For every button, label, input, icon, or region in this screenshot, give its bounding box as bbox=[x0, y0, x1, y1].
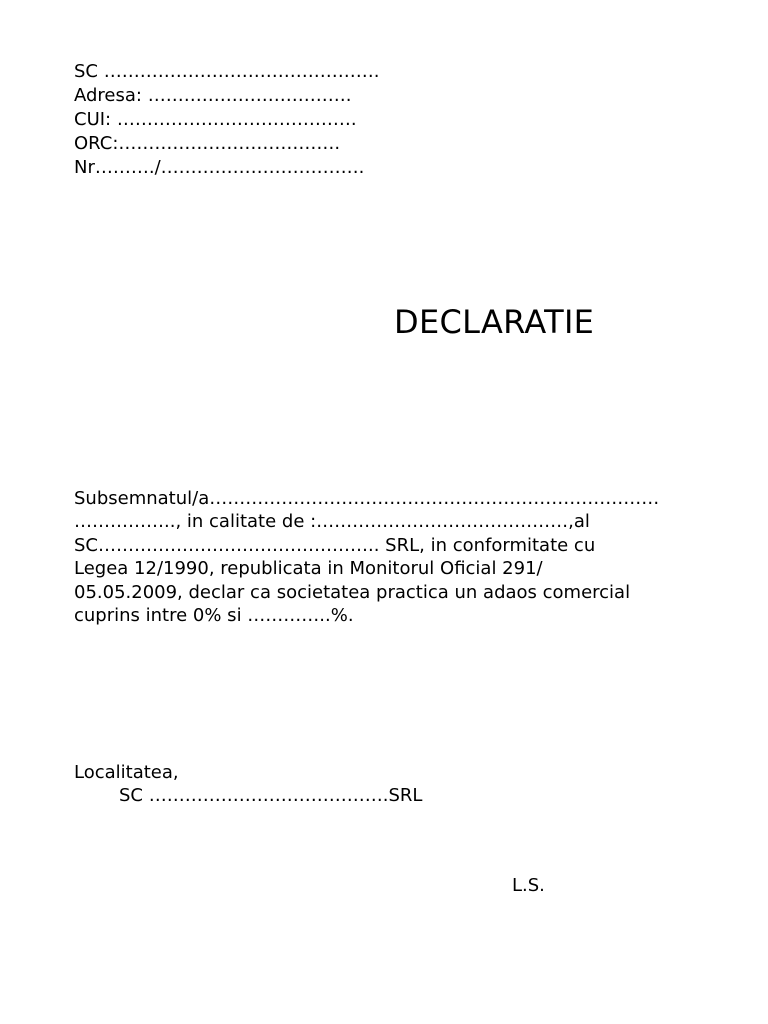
address-line: Adresa: ……………………………. bbox=[74, 85, 352, 106]
declaration-line: Legea 12/1990, republicata in Monitorul Oficial 291/ bbox=[74, 558, 543, 580]
declaration-line: cuprins intre 0% si …………..%. bbox=[74, 605, 354, 627]
declaration-line: …………….., in calitate de :……………………………………,al bbox=[74, 511, 590, 533]
cui-line: CUI: …………………………………. bbox=[74, 109, 357, 130]
locality-label: Localitatea, bbox=[74, 762, 179, 783]
declaration-line: 05.05.2009, declar ca societatea practica un adaos comercial bbox=[74, 581, 631, 603]
declaration-line: Subsemnatul/a………………………………………………………………… bbox=[74, 488, 660, 509]
declaration-body bbox=[74, 487, 734, 627]
declaration-line: SC……………………………………….. SRL, in conformitate cu bbox=[74, 534, 596, 556]
registration-number-line: Nr………./……………………………. bbox=[74, 157, 365, 178]
stamp-label: L.S. bbox=[512, 875, 545, 896]
orc-line: ORC:………………………………. bbox=[74, 133, 341, 154]
signature-company-line: SC ………………………………….SRL bbox=[119, 785, 423, 806]
company-header bbox=[74, 60, 379, 180]
company-name-line: SC ………………………………………. bbox=[74, 61, 380, 82]
document-title: DECLARATIE bbox=[394, 303, 595, 341]
